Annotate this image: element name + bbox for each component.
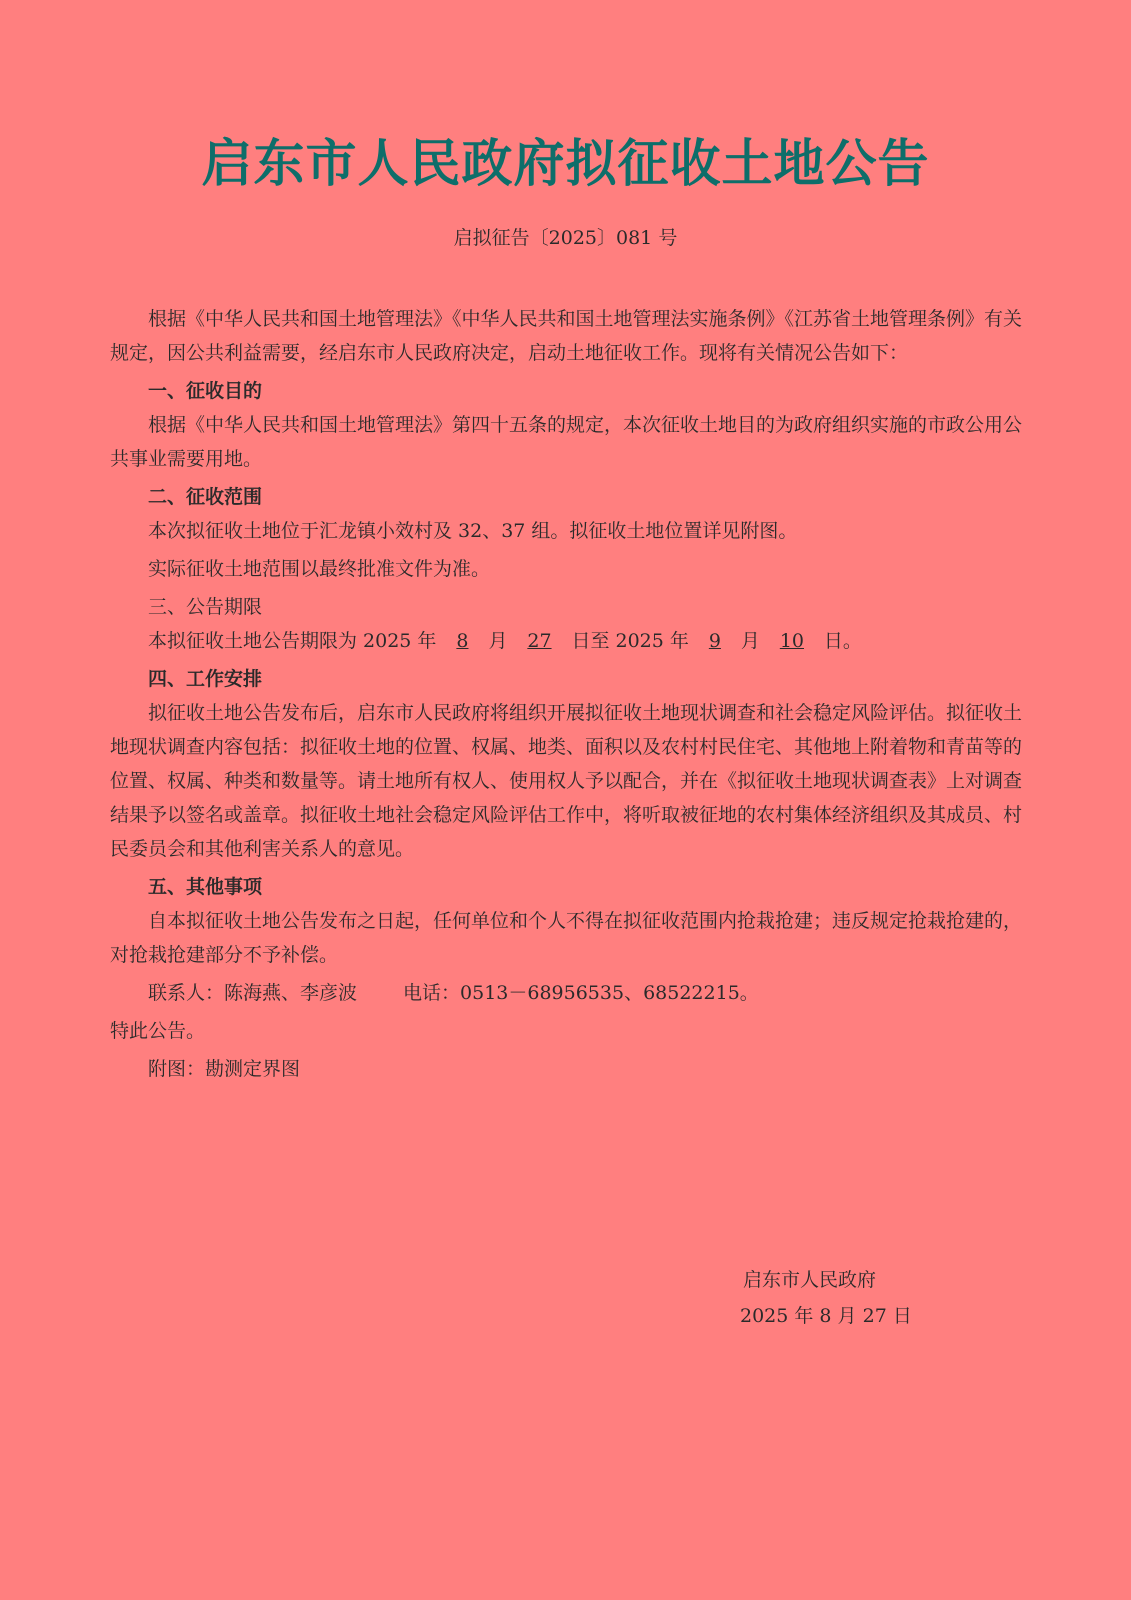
closing-text: 特此公告。	[110, 1020, 206, 1042]
signature-block	[690, 1262, 950, 1334]
period-mid: 日至 2025 年	[571, 630, 689, 652]
end-day: 10	[779, 630, 804, 652]
month-label: 月	[740, 630, 760, 652]
section-4-heading: 四、工作安排	[148, 668, 263, 690]
section-1-text: 根据《中华人民共和国土地管理法》第四十五条的规定，本次征收土地目的为政府组织实施的市政公用公共事业需要用地。	[110, 414, 1023, 470]
month-label: 月	[488, 630, 508, 652]
section-2-note: 实际征收土地范围以最终批准文件为准。	[148, 558, 491, 580]
notice-body	[110, 302, 1022, 1086]
period-suffix: 日。	[823, 630, 862, 652]
issue-date: 2025 年 8 月 27 日	[740, 1305, 912, 1327]
attachment-text: 附图：勘测定界图	[148, 1058, 301, 1080]
section-2-heading: 二、征收范围	[148, 486, 263, 508]
section-2-text: 本次拟征收土地位于汇龙镇小效村及 32、37 组。拟征收土地位置详见附图。	[148, 520, 798, 542]
section-3-text	[110, 624, 1022, 658]
contact-persons: 联系人：陈海燕、李彦波	[148, 982, 358, 1004]
start-day: 27	[527, 630, 552, 652]
section-3-heading: 三、公告期限	[148, 596, 263, 618]
document-number: 启拟征告〔2025〕081 号	[453, 227, 678, 249]
contact-line	[110, 976, 1022, 1010]
issuing-authority: 启东市人民政府	[743, 1269, 877, 1291]
section-5-heading: 五、其他事项	[148, 876, 263, 898]
end-month: 9	[708, 630, 721, 652]
section-1-heading: 一、征收目的	[148, 380, 263, 402]
page-title: 启东市人民政府拟征收土地公告	[201, 134, 930, 194]
contact-phone: 电话：0513－68956535、68522215。	[403, 982, 759, 1004]
start-month: 8	[456, 630, 469, 652]
section-5-text: 自本拟征收土地公告发布之日起，任何单位和个人不得在拟征收范围内抢栽抢建；违反规定抢栽抢建的，对抢栽抢建部分不予补偿。	[110, 910, 1023, 966]
period-prefix: 本拟征收土地公告期限为 2025 年	[148, 630, 437, 652]
intro-paragraph: 根据《中华人民共和国土地管理法》《中华人民共和国土地管理法实施条例》《江苏省土地管理条例》有关规定，因公共利益需要，经启东市人民政府决定，启动土地征收工作。现将有关情况公告如下：	[110, 308, 1023, 364]
section-4-text: 拟征收土地公告发布后，启东市人民政府将组织开展拟征收土地现状调查和社会稳定风险评估。拟征收土地现状调查内容包括：拟征收土地的位置、权属、地类、面积以及农村村民住宅、其他地上附着物和青苗等的位置、权属、种类和数量等。请土地所有权人、使用权人予以配合，并在《拟征收土地现状调查表》上对调查结果予以签名或盖章。拟征收土地社会稳定风险评估工作中，将听取被征地的农村集体经济组织及其成员、村民委员会和其他利害关系人的意见。	[110, 702, 1023, 860]
